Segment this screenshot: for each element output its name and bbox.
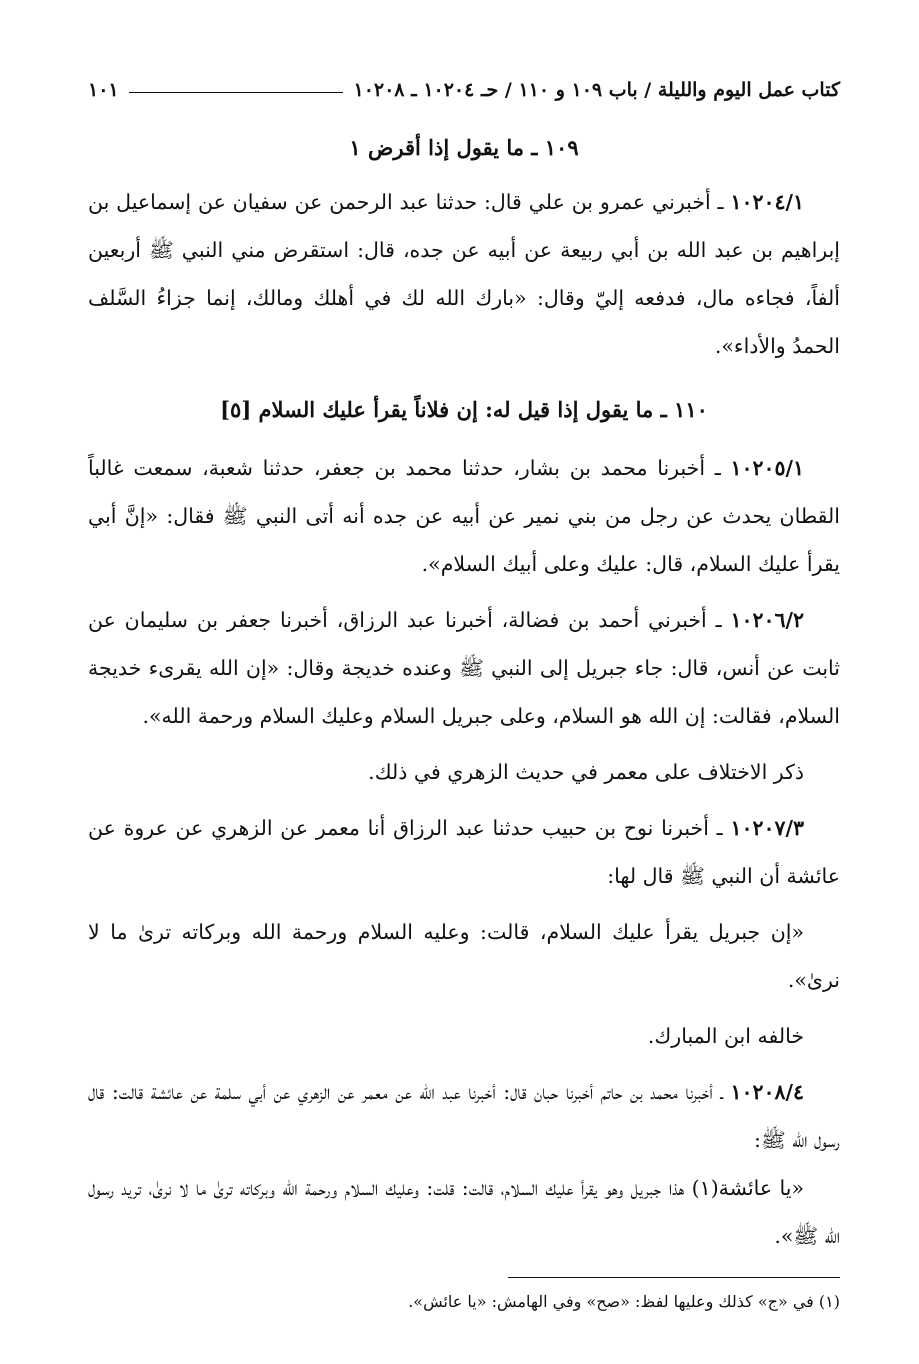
- hadith-text: ـ أخبرنا محمد بن حاتم أخبرنا حبان قال: أخبرنا عبد الله عن معمر عن الزهري عن أبي سلمة عن عائشة قالت: قال رسول الله ﷺ:: [88, 1080, 840, 1152]
- note-text: خالفه ابن المبارك.: [647, 1024, 804, 1048]
- note-text: ذكر الاختلاف على معمر في حديث الزهري في ذلك.: [368, 760, 804, 784]
- hadith-10208-quote: [88, 1164, 840, 1260]
- hadith-10207-quote: [88, 908, 840, 1004]
- note-ikhtilaf: [88, 748, 840, 796]
- running-head-rule: [129, 92, 344, 93]
- hadith-10204: [88, 178, 840, 370]
- hadith-text: ـ أخبرني أحمد بن فضالة، أخبرنا عبد الرزاق، أخبرنا جعفر بن سليمان عن ثابت عن أنس، قال: جاء جبريل إلى النبي ﷺ وعنده خديجة وقال: «إن الله يقرىء خديجة السلام، فقالت: إن الله هو السلام، وعلى جبريل السلام وعليك السلام ورحمة الله».: [88, 608, 840, 728]
- chapter-heading-110: ١١٠ ـ ما يقول إذا قيل له: إن فلاناً يقرأ عليك السلام [٥]: [220, 397, 708, 422]
- hadith-number: ١٠٢٠٧/٣: [730, 816, 804, 840]
- book-page: [88, 70, 840, 1260]
- hadith-number: ١٠٢٠٦/٢: [730, 608, 804, 632]
- chapter-heading-109: ١٠٩ ـ ما يقول إذا أقرض ١: [349, 135, 579, 160]
- footnote-separator: [508, 1277, 840, 1278]
- hadith-number: ١٠٢٠٤/١: [730, 190, 804, 214]
- hadith-10206: [88, 596, 840, 740]
- hadith-text: ـ أخبرنا محمد بن بشار، حدثنا محمد بن جعفر، حدثنا شعبة، سمعت غالباً القطان يحدث عن رجل من بني نمير عن أبيه عن جده أنه أتى النبي ﷺ فقال: «إنَّ أبي يقرأ عليك السلام، قال: عليك وعلى أبيك السلام».: [88, 456, 840, 576]
- footnote: (١) في «ج» كذلك وعليها لفظ: «صح» وفي الهامش: «يا عائش».: [408, 1292, 840, 1311]
- hadith-text: ـ أخبرني عمرو بن علي قال: حدثنا عبد الرحمن عن سفيان عن إسماعيل بن إبراهيم بن عبد الله بن أبي ربيعة عن أبيه عن جده، قال: استقرض مني النبي ﷺ أربعين ألفاً، فجاءه مال، فدفعه إليّ وقال: «بارك الله لك في أهلك ومالك، إنما جزاءُ السَّلف الحمدُ والأداء».: [88, 190, 840, 358]
- hadith-10205: [88, 444, 840, 588]
- hadith-10208: [88, 1068, 840, 1164]
- hadith-10207: [88, 804, 840, 900]
- hadith-number: ١٠٢٠٨/٤: [730, 1080, 804, 1104]
- page-number: ١٠١: [88, 79, 119, 101]
- quote-text: «إن جبريل يقرأ عليك السلام، قالت: وعليه السلام ورحمة الله وبركاته ترىٰ ما لا نرىٰ».: [88, 920, 840, 992]
- note-khalafahu: [88, 1012, 840, 1060]
- quote-text: «يا عائشة(١) هذا جبريل وهو يقرأ عليك السلام، قالت: قلت: وعليك السلام ورحمة الله وبركاته ترىٰ ما لا نرىٰ، تريد رسول الله ﷺ».: [88, 1176, 840, 1248]
- hadith-text: ـ أخبرنا نوح بن حبيب حدثنا عبد الرزاق أنا معمر عن الزهري عن عروة عن عائشة أن النبي ﷺ قال لها:: [88, 816, 840, 888]
- hadith-number: ١٠٢٠٥/١: [730, 456, 804, 480]
- running-head-title: كتاب عمل اليوم والليلة / باب ١٠٩ و ١١٠ / حـ ١٠٢٠٤ ـ ١٠٢٠٨: [353, 79, 840, 101]
- running-head: [88, 70, 840, 110]
